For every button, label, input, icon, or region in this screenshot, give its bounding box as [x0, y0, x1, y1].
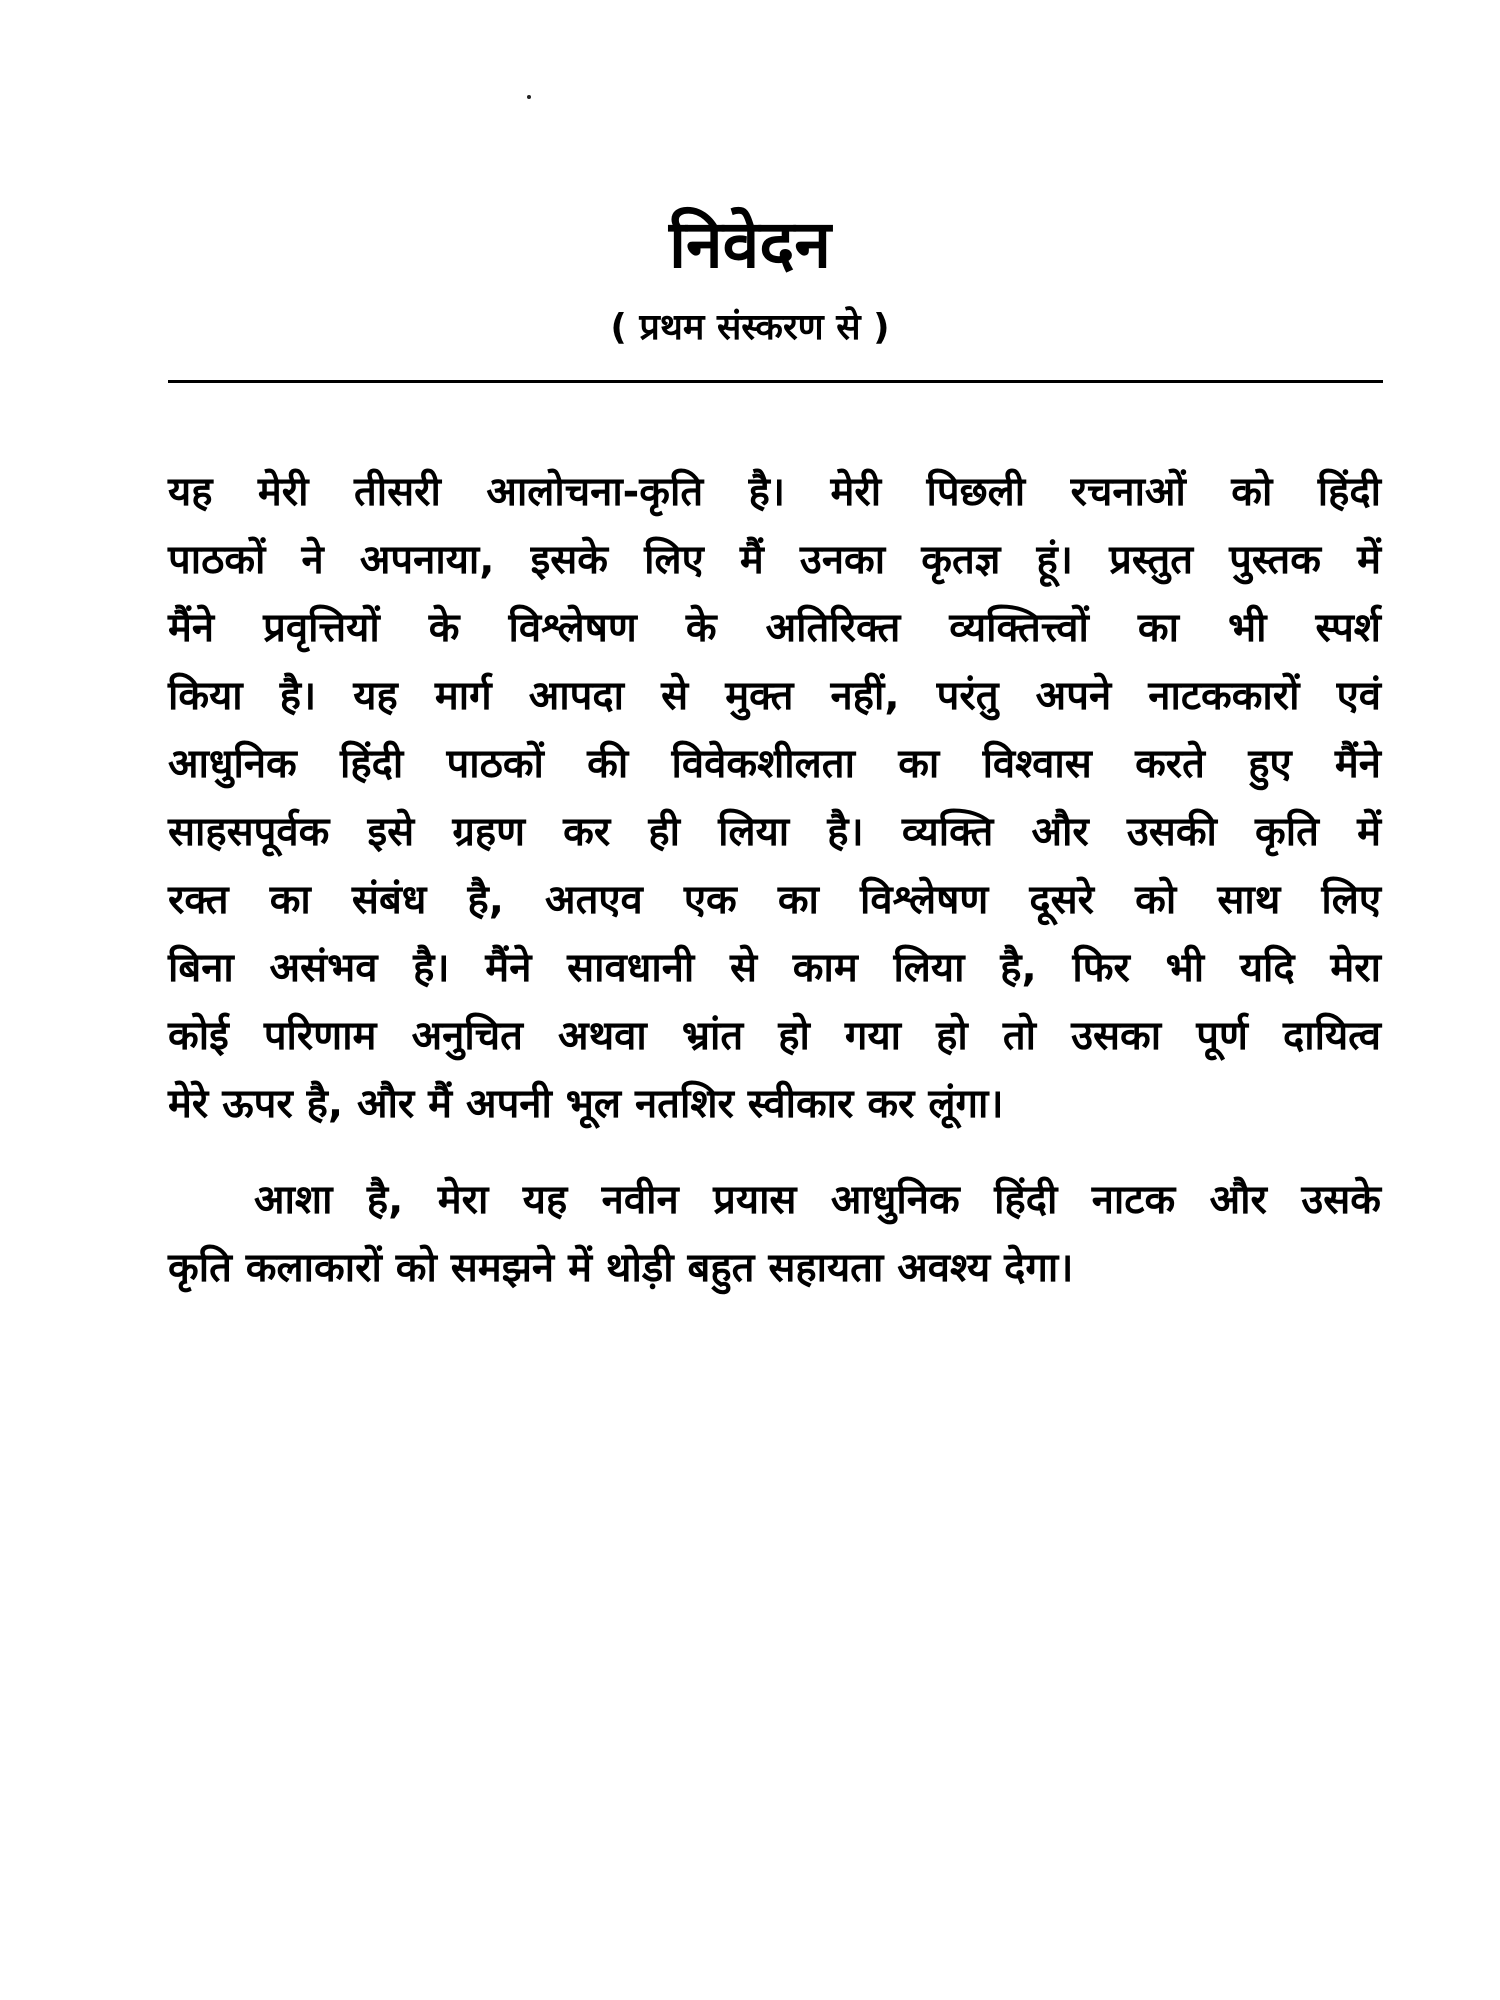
text-line: मैंने प्रवृत्तियों के विश्लेषण के अतिरिक्त व्यक्तित्त्वों का भी स्पर्श — [168, 605, 1381, 651]
paragraph-2 — [168, 1166, 1381, 1302]
text-line: रक्त का संबंध है, अतएव एक का विश्लेषण दूसरे को साथ लिए — [168, 877, 1381, 923]
text-line: किया है। यह मार्ग आपदा से मुक्त नहीं, परंतु अपने नाटककारों एवं — [168, 673, 1381, 719]
horizontal-rule — [168, 380, 1383, 383]
scan-speck — [527, 95, 531, 99]
page-subtitle: ( प्रथम संस्करण से ) — [610, 307, 890, 348]
text-line: मेरे ऊपर है, और मैं अपनी भूल नतशिर स्वीकार कर लूंगा। — [168, 1081, 1004, 1127]
text-line: साहसपूर्वक इसे ग्रहण कर ही लिया है। व्यक्ति और उसकी कृति में — [168, 809, 1381, 855]
text-line: बिना असंभव है। मैंने सावधानी से काम लिया है, फिर भी यदि मेरा — [168, 945, 1381, 991]
text-line: कृति कलाकारों को समझने में थोड़ी बहुत सहायता अवश्य देगा। — [168, 1245, 1074, 1291]
text-line: कोई परिणाम अनुचित अथवा भ्रांत हो गया हो तो उसका पूर्ण दायित्व — [168, 1013, 1381, 1059]
text-line: आशा है, मेरा यह नवीन प्रयास आधुनिक हिंदी नाटक और उसके — [254, 1177, 1381, 1223]
page-title: निवेदन — [668, 206, 832, 283]
text-line: पाठकों ने अपनाया, इसके लिए मैं उनका कृतज्ञ हूं। प्रस्तुत पुस्तक में — [168, 537, 1381, 583]
text-line: यह मेरी तीसरी आलोचना-कृति है। मेरी पिछली रचनाओं को हिंदी — [168, 469, 1381, 515]
text-line: आधुनिक हिंदी पाठकों की विवेकशीलता का विश्वास करते हुए मैंने — [168, 741, 1381, 787]
paragraph-1 — [168, 458, 1381, 1138]
